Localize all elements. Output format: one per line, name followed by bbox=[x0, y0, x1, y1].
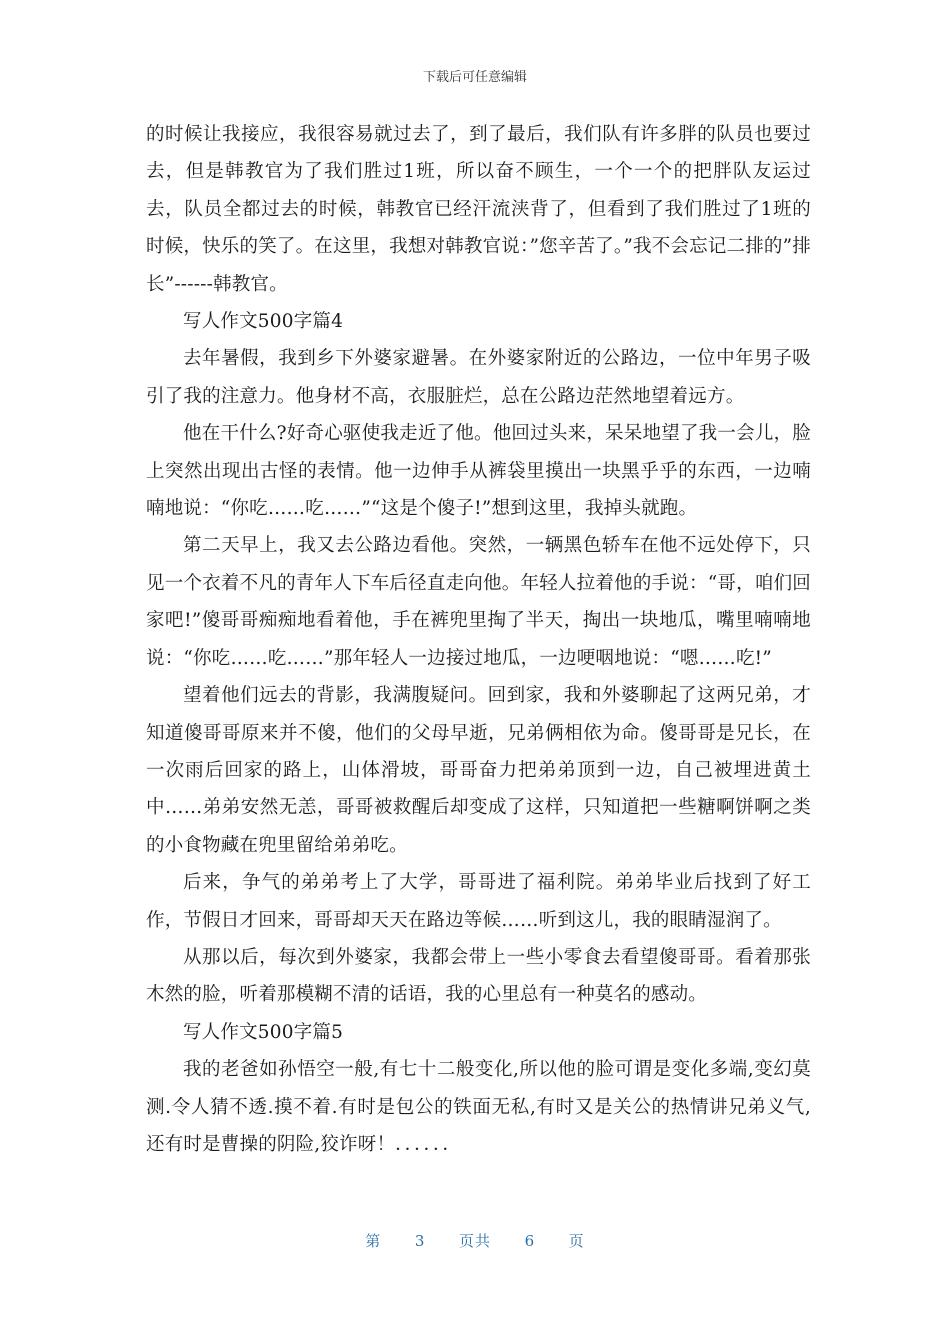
paragraph: 望着他们远去的背影，我满腹疑问。回到家，我和外婆聊起了这两兄弟，才知道傻哥哥原来并不傻，他们的父母早逝，兄弟俩相依为命。傻哥哥是兄长，在一次雨后回家的路上，山体滑坡，哥哥奋力把弟弟顶到一边，自己被埋进黄土中……弟弟安然无恙，哥哥被救醒后却变成了这样，只知道把一些糖啊饼啊之类的小食物藏在兜里留给弟弟吃。 bbox=[146, 685, 811, 856]
paragraph: 从那以后，每次到外婆家，我都会带上一些小零食去看望傻哥哥。看着那张木然的脸，听着那模糊不清的话语，我的心里总有一种莫名的感动。 bbox=[146, 946, 811, 1006]
section-heading: 写人作文500字篇5 bbox=[183, 1021, 344, 1043]
document-body bbox=[146, 116, 811, 1163]
paragraph: 的时候让我接应，我很容易就过去了，到了最后，我们队有许多胖的队员也要过去，但是韩教官为了我们胜过1班，所以奋不顾生，一个一个的把胖队友运过去，队员全都过去的时候，韩教官已经汗流浃背了，但看到了我们胜过了1班的时候，快乐的笑了。在这里，我想对韩教官说：”您辛苦了。”我不会忘记二排的”排长”------韩教官。 bbox=[146, 124, 811, 295]
paragraph: 他在干什么?好奇心驱使我走近了他。他回过头来，呆呆地望了我一会儿，脸上突然出现出古怪的表情。他一边伸手从裤袋里摸出一块黑乎乎的东西，一边喃喃地说：“你吃……吃……”“这是个傻子!”想到这里，我掉头就跑。 bbox=[146, 423, 811, 520]
footer-total-pages: 6 bbox=[524, 1232, 536, 1250]
footer-suffix: 页 bbox=[568, 1232, 585, 1250]
footer-middle: 页共 bbox=[458, 1232, 491, 1250]
paragraph: 后来，争气的弟弟考上了大学，哥哥进了福利院。弟弟毕业后找到了好工作，节假日才回来，哥哥却天天在路边等候……听到这儿，我的眼睛湿润了。 bbox=[146, 872, 811, 931]
page-header: 下载后可任意编辑 bbox=[422, 70, 527, 85]
paragraph: 去年暑假，我到乡下外婆家避暑。在外婆家附近的公路边，一位中年男子吸引了我的注意力。他身材不高，衣服脏烂，总在公路边茫然地望着远方。 bbox=[146, 348, 811, 407]
section-heading: 写人作文500字篇4 bbox=[183, 311, 344, 333]
footer-current-page: 3 bbox=[414, 1232, 426, 1250]
footer-prefix: 第 bbox=[365, 1232, 382, 1250]
paragraph: 我的老爸如孙悟空一般,有七十二般变化,所以他的脸可谓是变化多端,变幻莫测.令人猜不透.摸不着.有时是包公的铁面无私,有时又是关公的热情讲兄弟义气,还有时是曹操的阴险,狡诈呀！．．．．．． bbox=[146, 1059, 811, 1155]
paragraph: 第二天早上，我又去公路边看他。突然，一辆黑色轿车在他不远处停下，只见一个衣着不凡的青年人下车后径直走向他。年轻人拉着他的手说：“哥，咱们回家吧!”傻哥哥痴痴地看着他，手在裤兜里掏了半天，掏出一块地瓜，嘴里喃喃地说：“你吃……吃……”那年轻人一边接过地瓜，一边哽咽地说：“嗯……吃!” bbox=[146, 535, 811, 669]
page-footer bbox=[0, 1230, 950, 1251]
